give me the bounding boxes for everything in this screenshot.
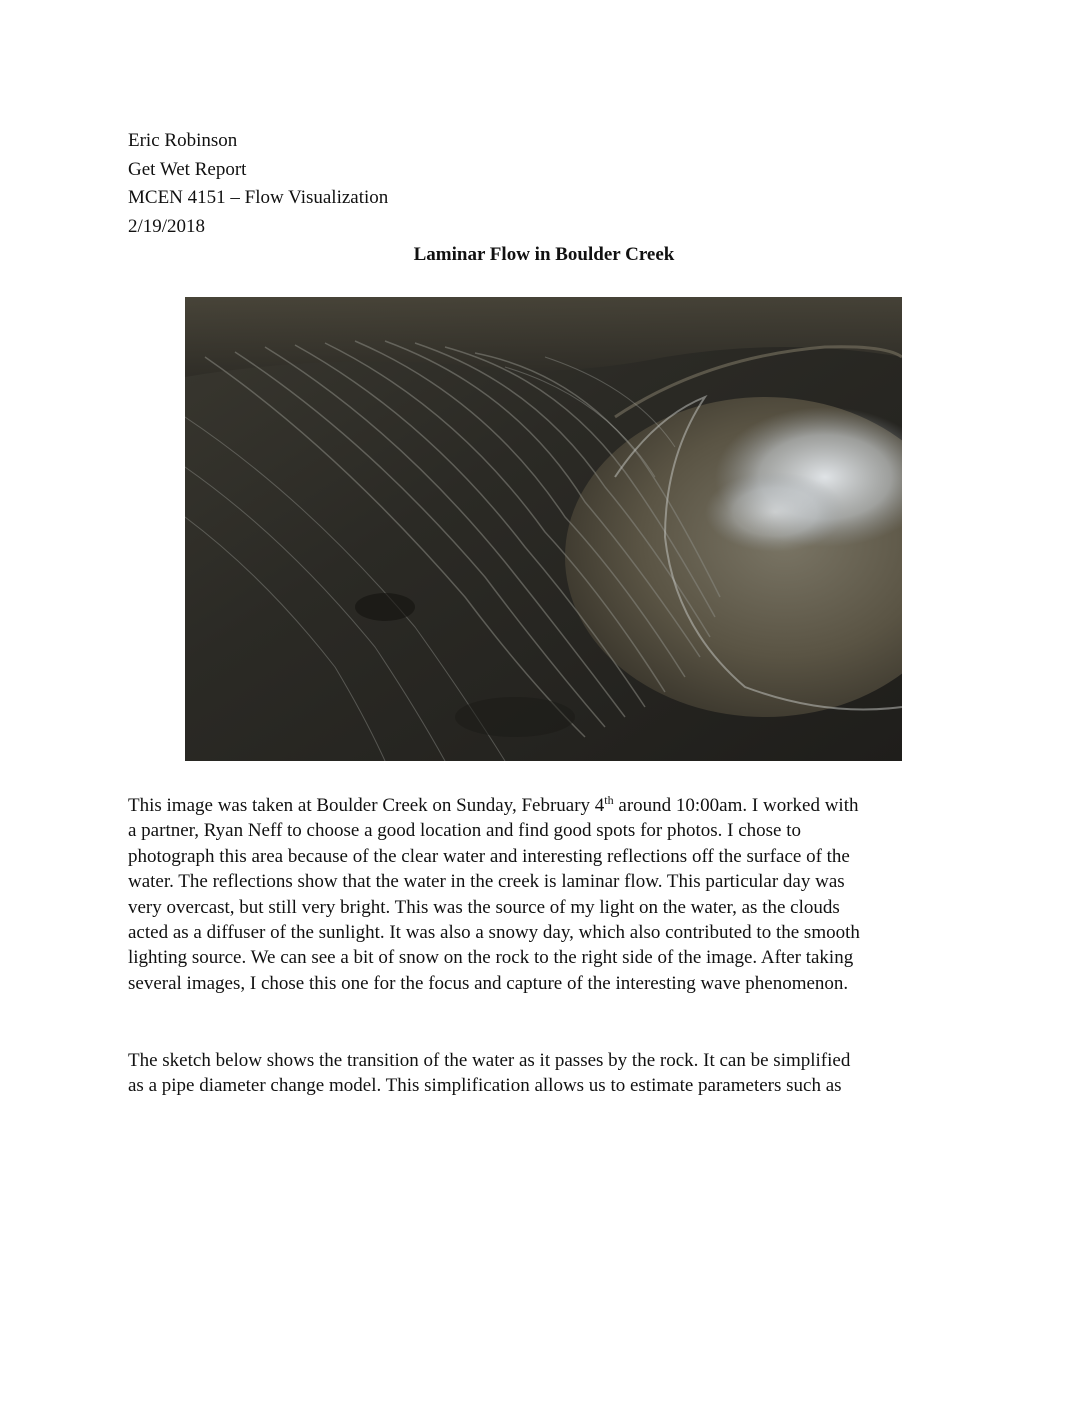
text-segment: around 10:00am. I worked with xyxy=(613,795,859,816)
course-name: MCEN 4151 – Flow Visualization xyxy=(128,187,389,208)
paragraph2-line: as a pipe diameter change model. This simplification allows us to estimate parameters such as xyxy=(128,1075,842,1097)
paragraph1-line: a partner, Ryan Neff to choose a good location and find good spots for photos. I chose to xyxy=(128,820,802,842)
paragraph1-line-1 xyxy=(128,793,964,818)
paragraph2-line: The sketch below shows the transition of the water as it passes by the rock. It can be simplified xyxy=(128,1050,851,1071)
paragraph1-line: lighting source. We can see a bit of snow on the rock to the right side of the image. After taking xyxy=(128,947,854,969)
author-name: Eric Robinson xyxy=(128,130,238,151)
paragraph-sketch-intro xyxy=(128,1048,964,1099)
document-title: Laminar Flow in Boulder Creek xyxy=(413,244,675,265)
paragraph1-line: acted as a diffuser of the sunlight. It was also a snowy day, which also contributed to the smooth xyxy=(128,922,860,944)
paragraph1-line: very overcast, but still very bright. This was the source of my light on the water, as the clouds xyxy=(128,896,840,918)
creek-photo-image xyxy=(185,297,902,761)
paragraph1-line: several images, I chose this one for the focus and capture of the interesting wave phenomenon. xyxy=(128,972,849,994)
paragraph-description xyxy=(128,793,964,996)
paragraph1-line: water. The reflections show that the water in the creek is laminar flow. This particular day was xyxy=(128,871,845,893)
paragraph1-line: photograph this area because of the clear water and interesting reflections off the surface of the xyxy=(128,845,850,867)
text-segment: This image was taken at Boulder Creek on Sunday, February 4 xyxy=(128,795,605,816)
report-header xyxy=(128,127,388,241)
report-name: Get Wet Report xyxy=(128,158,247,180)
ordinal-suffix: th xyxy=(604,793,614,807)
creek-photo xyxy=(185,297,902,761)
report-date: 2/19/2018 xyxy=(128,215,206,237)
